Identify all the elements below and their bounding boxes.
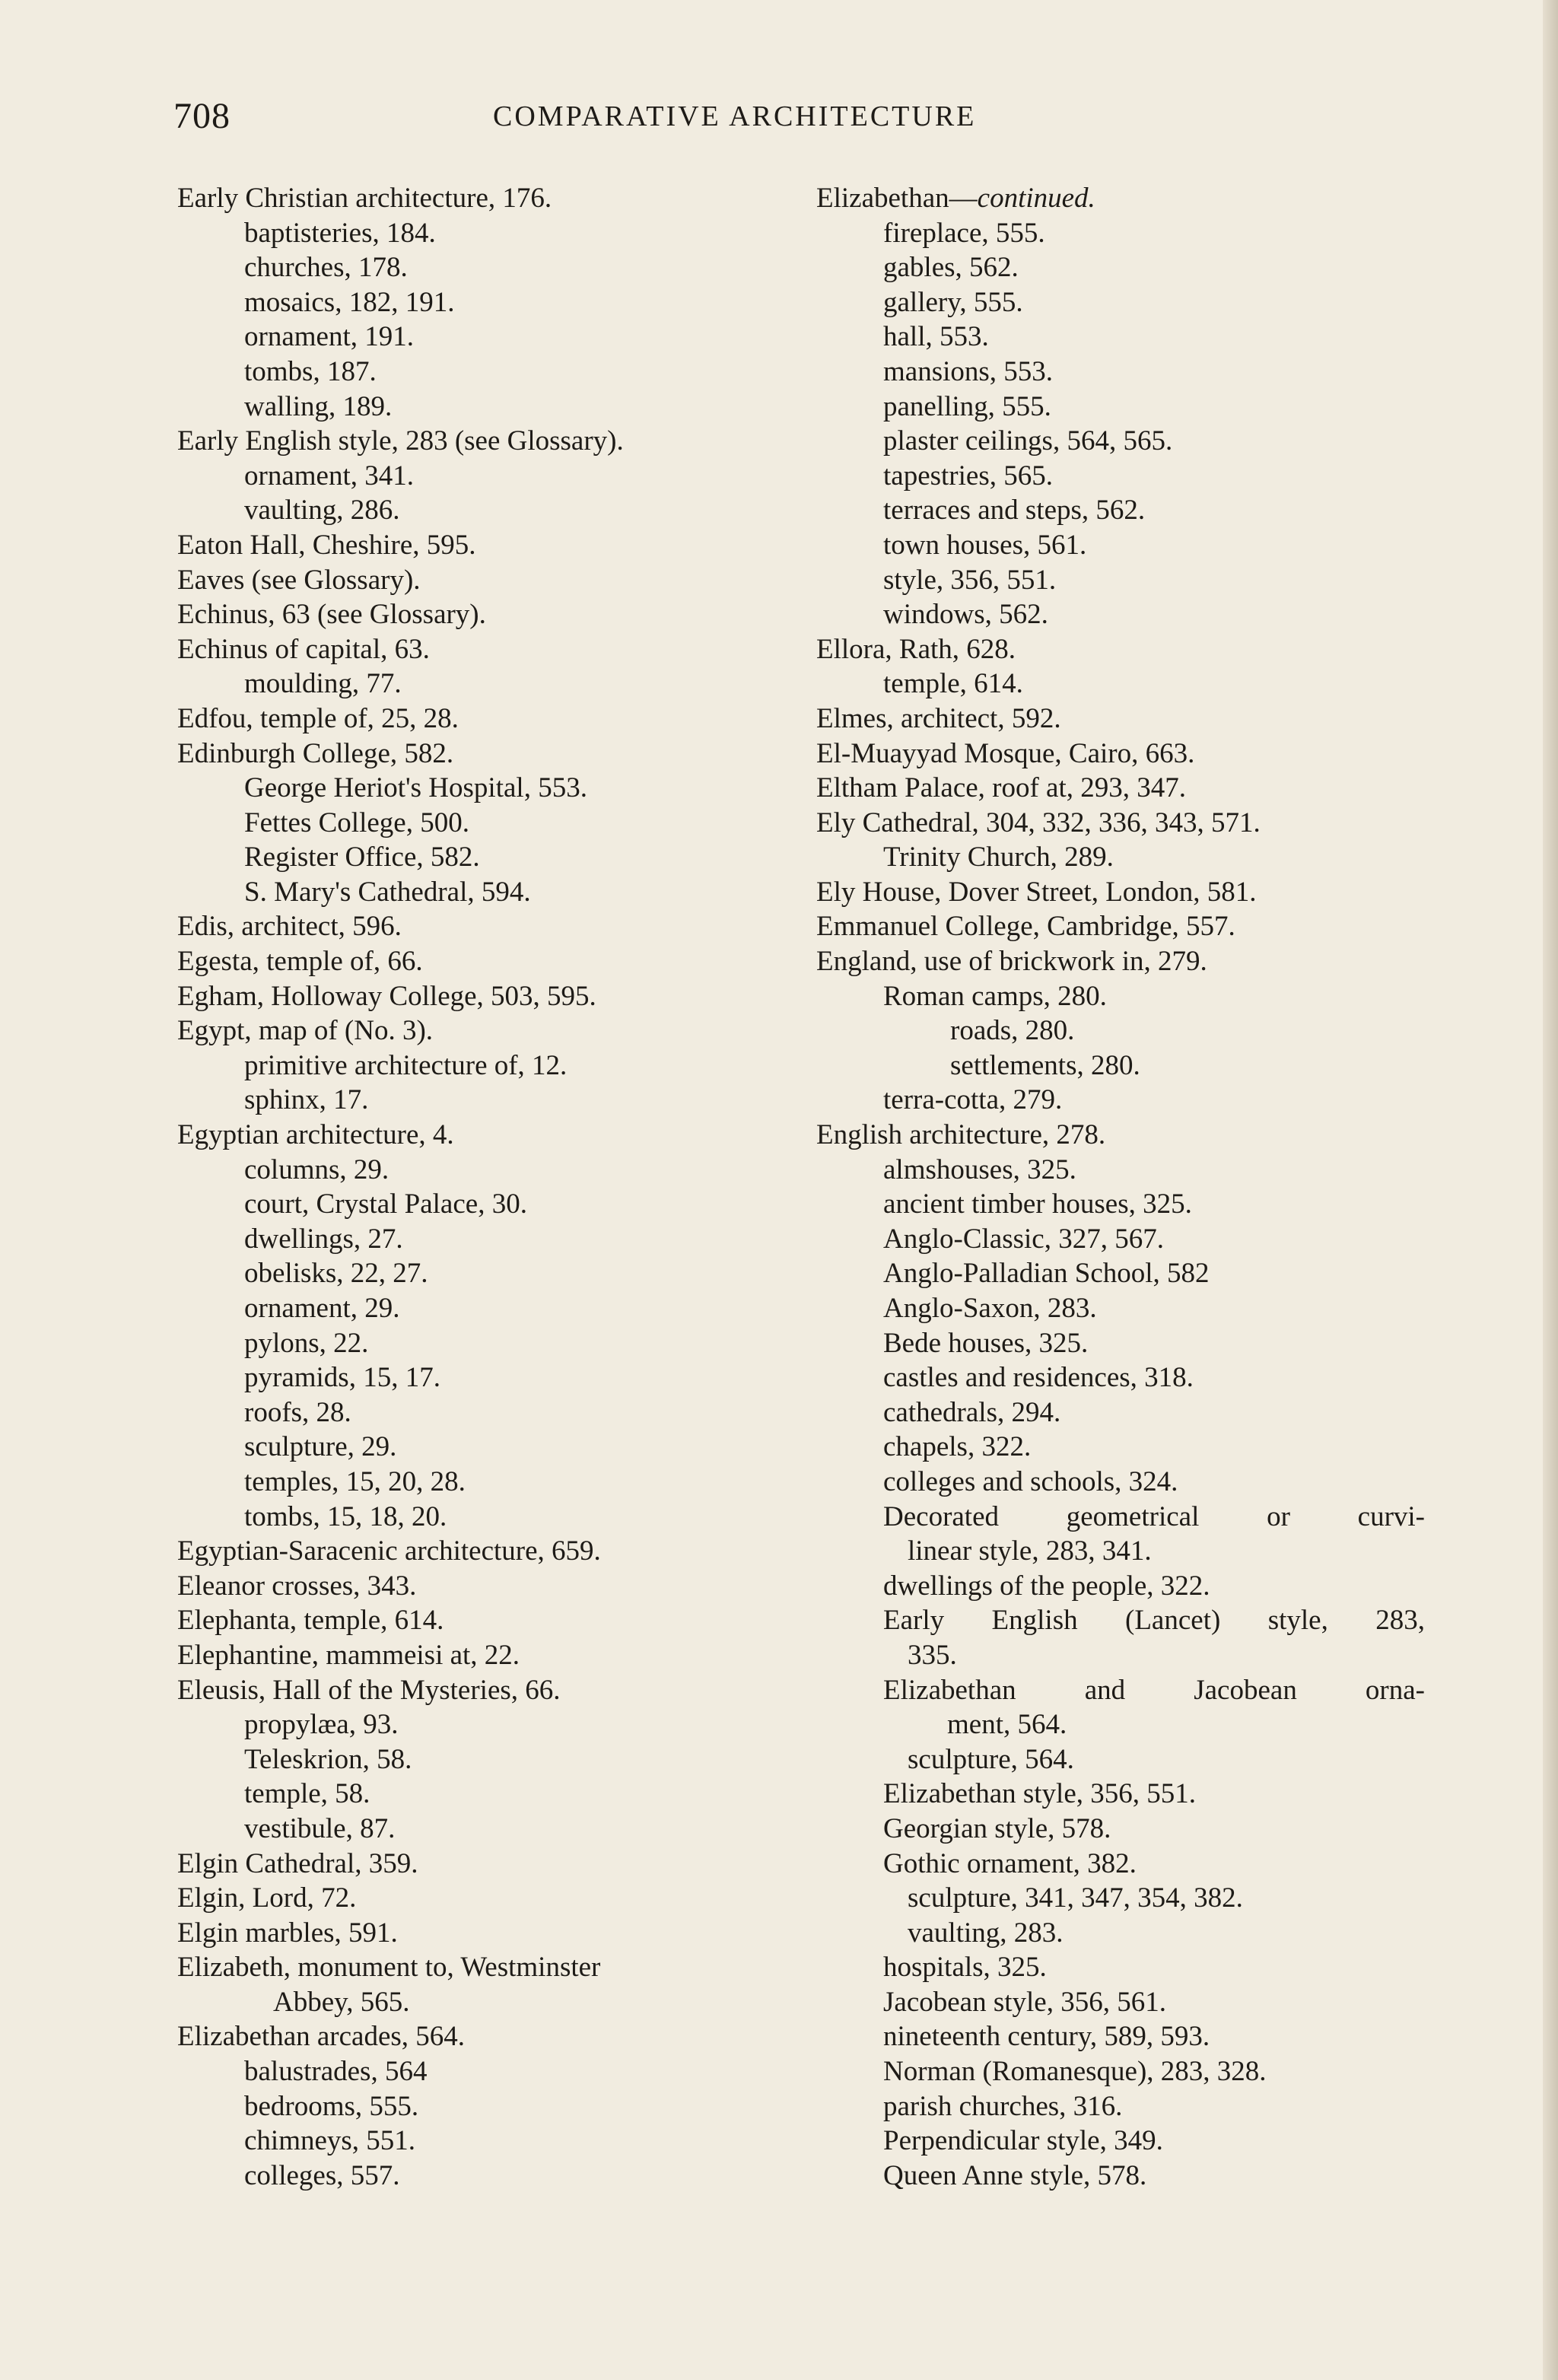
index-entry (177, 1847, 809, 1882)
index-entry-text: Norman (Romanesque), 283, 328. (883, 2056, 1267, 2088)
index-entry-text: Trinity Church, 289. (883, 842, 1114, 873)
index-entry-text: gallery, 555. (883, 286, 1023, 318)
index-entry (816, 702, 1425, 737)
index-entry-text: sculpture, 29. (244, 1431, 397, 1463)
index-entry-text: almshouses, 325. (883, 1153, 1076, 1185)
index-entry-text: Anglo-Palladian School, 582 (883, 1258, 1210, 1290)
index-entry (816, 597, 1425, 632)
index-entry (177, 250, 809, 285)
index-entry-text: George Heriot's Hospital, 553. (244, 772, 587, 804)
index-entry (816, 1638, 1425, 1673)
index-entry (816, 1673, 1425, 1708)
index-entry-text: pyramids, 15, 17. (244, 1362, 440, 1394)
index-entry-text: walling, 189. (244, 390, 393, 422)
index-entry (177, 1013, 809, 1048)
index-entry-text: Elizabethan arcades, 564. (177, 2021, 466, 2053)
index-entry-text: gables, 562. (883, 252, 1019, 284)
index-entry-text: Bede houses, 325. (883, 1327, 1089, 1359)
index-entry (816, 2159, 1425, 2194)
index-entry (816, 216, 1425, 251)
index-entry-text: Early English (Lancet) style, 283, (883, 1605, 1425, 1637)
index-entry (816, 737, 1425, 772)
index-column-right (816, 181, 1425, 2193)
index-entry (816, 1603, 1425, 1638)
index-entry (177, 1985, 809, 2020)
index-entry-text: propylæa, 93. (244, 1709, 399, 1741)
index-entry-text: colleges and schools, 324. (883, 1465, 1178, 1497)
index-entry (816, 1777, 1425, 1812)
page-header (173, 95, 1482, 148)
index-entry (177, 1950, 809, 1985)
index-entry (816, 459, 1425, 494)
index-entry-text: Elephantine, mammeisi at, 22. (177, 1639, 520, 1671)
index-entry-text: Echinus, 63 (see Glossary). (177, 599, 486, 631)
index-entry (177, 1916, 809, 1951)
index-entry-text: windows, 562. (883, 599, 1048, 631)
index-entry-text: plaster ceilings, 564, 565. (883, 425, 1173, 457)
index-entry-text: Egesta, temple of, 66. (177, 946, 423, 978)
index-entry (177, 1326, 809, 1361)
index-entry (177, 2124, 809, 2159)
index-entry-text: Elizabethan style, 356, 551. (883, 1778, 1197, 1810)
index-entry (816, 2054, 1425, 2089)
index-entry-text: court, Crystal Palace, 30. (244, 1188, 527, 1220)
index-entry-text: sculpture, 341, 347, 354, 382. (908, 1882, 1243, 1914)
index-entry-text: Egyptian-Saracenic architecture, 659. (177, 1535, 601, 1567)
index-entry (177, 840, 809, 875)
index-entry-text: Jacobean style, 356, 561. (883, 1986, 1166, 2018)
index-entry (816, 1395, 1425, 1430)
index-entry-text: England, use of brickwork in, 279. (816, 946, 1207, 978)
index-entry-text: dwellings, 27. (244, 1223, 403, 1255)
index-entry (177, 1742, 809, 1777)
index-entry-text: Ely Cathedral, 304, 332, 336, 343, 571. (816, 807, 1261, 838)
index-entry (816, 1500, 1425, 1535)
index-entry (816, 2089, 1425, 2124)
index-entry (816, 1326, 1425, 1361)
index-entry-text: obelisks, 22, 27. (244, 1258, 428, 1290)
index-entry-text: Elizabethan and Jacobean orna- (883, 1674, 1425, 1706)
index-entry (177, 1153, 809, 1188)
index-entry (816, 1881, 1425, 1916)
index-entry (816, 909, 1425, 944)
index-entry-text: Ely House, Dover Street, London, 581. (816, 876, 1257, 908)
index-entry (177, 875, 809, 910)
index-entry-text: cathedrals, 294. (883, 1396, 1061, 1428)
index-entry (177, 1465, 809, 1500)
index-entry (177, 320, 809, 355)
index-entry (177, 1430, 809, 1465)
index-entry-text: temples, 15, 20, 28. (244, 1465, 466, 1497)
index-entry (816, 1742, 1425, 1777)
index-entry-text: style, 356, 551. (883, 564, 1057, 596)
index-entry (177, 2019, 809, 2054)
index-entry-text: nineteenth century, 589, 593. (883, 2021, 1210, 2053)
index-entry-text: primitive architecture of, 12. (244, 1049, 568, 1081)
index-entry (177, 806, 809, 841)
index-entry-text: Elgin, Lord, 72. (177, 1882, 357, 1914)
index-entry (177, 1256, 809, 1291)
index-entry (177, 1638, 809, 1673)
index-entry (177, 390, 809, 425)
index-entry-text: dwellings of the people, 322. (883, 1570, 1210, 1602)
index-entry-text: Egyptian architecture, 4. (177, 1119, 454, 1151)
index-entry (177, 597, 809, 632)
index-entry-text: Eaton Hall, Cheshire, 595. (177, 529, 476, 561)
index-entry-text: Georgian style, 578. (883, 1812, 1111, 1844)
index-entry (177, 2159, 809, 2194)
running-title: COMPARATIVE ARCHITECTURE (493, 100, 977, 132)
index-entry-text: Egham, Holloway College, 503, 595. (177, 980, 596, 1012)
index-entry (177, 1118, 809, 1153)
index-entry-text: Elgin Cathedral, 359. (177, 1847, 418, 1879)
index-entry-text: Roman camps, 280. (883, 980, 1107, 1012)
index-entry (177, 1360, 809, 1395)
index-entry (816, 1291, 1425, 1326)
index-entry (816, 944, 1425, 979)
index-entry-text: vaulting, 286. (244, 495, 400, 527)
index-entry (816, 285, 1425, 320)
index-entry-text: Anglo-Classic, 327, 567. (883, 1223, 1164, 1255)
index-entry (177, 459, 809, 494)
index-entry (816, 1118, 1425, 1153)
index-entry-text: temple, 614. (883, 668, 1023, 700)
index-entry-text: balustrades, 564 (244, 2056, 428, 2088)
index-entry (177, 1534, 809, 1569)
index-entry-text: panelling, 555. (883, 390, 1051, 422)
index-entry (177, 737, 809, 772)
index-entry-text: hospitals, 325. (883, 1952, 1047, 1984)
index-entry-text: ancient timber houses, 325. (883, 1188, 1192, 1220)
index-entry (177, 1500, 809, 1535)
index-entry (177, 1881, 809, 1916)
index-entry (816, 875, 1425, 910)
index-entry-text: Eleusis, Hall of the Mysteries, 66. (177, 1674, 561, 1706)
index-entry (816, 390, 1425, 425)
index-entry (816, 424, 1425, 459)
index-entry (816, 1950, 1425, 1985)
index-entry-text: S. Mary's Cathedral, 594. (244, 876, 531, 908)
index-entry-text: English architecture, 278. (816, 1119, 1106, 1151)
index-entry (177, 1673, 809, 1708)
index-entry-text: roads, 280. (950, 1015, 1075, 1047)
index-entry-text: vaulting, 283. (908, 1917, 1064, 1949)
index-entry (816, 563, 1425, 598)
index-entry (816, 840, 1425, 875)
index-entry-text: mosaics, 182, 191. (244, 286, 455, 318)
index-entry (816, 771, 1425, 806)
index-entry-text: Ellora, Rath, 628. (816, 633, 1016, 665)
index-entry (816, 1360, 1425, 1395)
index-entry (816, 320, 1425, 355)
index-entry (816, 493, 1425, 528)
index-entry (816, 355, 1425, 390)
index-entry (177, 424, 809, 459)
index-entry (816, 1812, 1425, 1847)
page-number: 708 (173, 96, 231, 136)
index-entry (177, 979, 809, 1014)
index-entry (177, 944, 809, 979)
index-entry (816, 1985, 1425, 2020)
index-entry-text: Elizabethan— (816, 183, 978, 214)
index-entry-text: Echinus of capital, 63. (177, 633, 430, 665)
index-column-left (177, 181, 809, 2193)
index-entry (177, 771, 809, 806)
index-entry-text: mansions, 553. (883, 355, 1054, 387)
index-entry-text: colleges, 557. (244, 2159, 400, 2191)
index-entry (177, 2054, 809, 2089)
index-entry (177, 493, 809, 528)
page-edge-shadow (1543, 0, 1558, 2380)
index-entry (177, 1812, 809, 1847)
index-entry-text: Decorated geometrical or curvi- (883, 1500, 1425, 1532)
index-entry-text: Elgin marbles, 591. (177, 1917, 398, 1949)
index-entry (816, 1013, 1425, 1048)
index-entry-text: Queen Anne style, 578. (883, 2159, 1147, 2191)
index-entry-text: temple, 58. (244, 1778, 370, 1810)
index-entry-text: fireplace, 555. (883, 217, 1045, 249)
index-entry-text: sculpture, 564. (908, 1743, 1074, 1775)
index-entry (816, 667, 1425, 702)
index-entry-text: castles and residences, 318. (883, 1362, 1194, 1394)
index-entry (177, 667, 809, 702)
index-entry-text: Fettes College, 500. (244, 807, 469, 838)
index-entry-text: Elmes, architect, 592. (816, 702, 1061, 734)
index-entry-text: El-Muayyad Mosque, Cairo, 663. (816, 737, 1195, 769)
index-entry (816, 979, 1425, 1014)
index-entry-text: chapels, 322. (883, 1431, 1032, 1463)
index-entry-text: terra-cotta, 279. (883, 1084, 1063, 1116)
index-entry-text: Emmanuel College, Cambridge, 557. (816, 911, 1235, 943)
index-entry (816, 2019, 1425, 2054)
index-entry-text: parish churches, 316. (883, 2090, 1123, 2122)
index-entry (177, 702, 809, 737)
index-entry-text: Register Office, 582. (244, 842, 480, 873)
index-entry-text: settlements, 280. (950, 1049, 1140, 1081)
index-entry-text: ment, 564. (947, 1709, 1067, 1741)
index-entry-text: churches, 178. (244, 252, 408, 284)
index-entry (816, 1707, 1425, 1742)
index-entry-text: columns, 29. (244, 1153, 390, 1185)
index-entry-text: tapestries, 565. (883, 460, 1053, 492)
index-entry (177, 528, 809, 563)
index-entry (816, 1187, 1425, 1222)
index-entry (177, 1291, 809, 1326)
index-entry-text: Edfou, temple of, 25, 28. (177, 702, 459, 734)
index-entry (177, 1603, 809, 1638)
index-entry-text: Eltham Palace, roof at, 293, 347. (816, 772, 1187, 804)
index-entry-text: terraces and steps, 562. (883, 495, 1146, 527)
index-entry (177, 909, 809, 944)
index-entry-text: Teleskrion, 58. (244, 1743, 412, 1775)
index-entry (816, 1569, 1425, 1604)
index-entry-text: Anglo-Saxon, 283. (883, 1293, 1097, 1324)
index-entry (816, 1534, 1425, 1569)
index-entry (816, 632, 1425, 667)
index-entry-text: baptisteries, 184. (244, 217, 436, 249)
index-entry (816, 1430, 1425, 1465)
index-entry-text: moulding, 77. (244, 668, 402, 700)
index-entry (816, 1222, 1425, 1257)
index-entry (177, 1083, 809, 1118)
index-entry (177, 1707, 809, 1742)
index-entry-text: hall, 553. (883, 321, 989, 353)
index-entry-text: chimneys, 551. (244, 2125, 416, 2157)
index-entry (816, 806, 1425, 841)
index-entry (177, 1222, 809, 1257)
index-entry-continued: continued. (977, 183, 1095, 214)
index-entry-text: tombs, 187. (244, 355, 377, 387)
index-entry-text: ornament, 191. (244, 321, 414, 353)
index-entry-text: 335. (908, 1639, 957, 1671)
index-entry-text: sphinx, 17. (244, 1084, 369, 1116)
index-entry-text: tombs, 15, 18, 20. (244, 1500, 447, 1532)
index-entry (816, 1048, 1425, 1083)
index-entry (816, 1916, 1425, 1951)
index-entry-text: Abbey, 565. (273, 1986, 410, 2018)
index-entry (816, 1256, 1425, 1291)
index-entry (177, 2089, 809, 2124)
index-entry-text: ornament, 341. (244, 460, 414, 492)
index-entry-text: vestibule, 87. (244, 1812, 396, 1844)
index-entry-text: bedrooms, 555. (244, 2090, 419, 2122)
index-entry-text: Gothic ornament, 382. (883, 1847, 1137, 1879)
index-entry-text: Early English style, 283 (see Glossary). (177, 425, 624, 457)
index-entry (816, 2124, 1425, 2159)
index-entry-text: Early Christian architecture, 176. (177, 183, 552, 214)
index-entry (177, 355, 809, 390)
index-entry (816, 1153, 1425, 1188)
index-entry-text: Perpendicular style, 349. (883, 2125, 1163, 2157)
index-entry-text: Eaves (see Glossary). (177, 564, 421, 596)
index-entry (177, 216, 809, 251)
index-entry (177, 1777, 809, 1812)
index-entry (816, 1847, 1425, 1882)
index-entry (177, 563, 809, 598)
index-entry (816, 181, 1425, 216)
index-entry (177, 1048, 809, 1083)
index-entry-text: Edis, architect, 596. (177, 911, 402, 943)
index-entry (177, 285, 809, 320)
index-entry (816, 1465, 1425, 1500)
index-entry (177, 632, 809, 667)
index-entry-text: Edinburgh College, 582. (177, 737, 454, 769)
index-entry-text: ornament, 29. (244, 1293, 400, 1324)
index-entry-text: town houses, 561. (883, 529, 1087, 561)
index-entry (177, 181, 809, 216)
index-entry-text: Elizabeth, monument to, Westminster (177, 1952, 601, 1984)
index-entry (816, 1083, 1425, 1118)
index-entry-text: Egypt, map of (No. 3). (177, 1015, 434, 1047)
index-entry (816, 250, 1425, 285)
index-entry (816, 528, 1425, 563)
index-entry-text: pylons, 22. (244, 1327, 369, 1359)
index-entry-text: Elephanta, temple, 614. (177, 1605, 444, 1637)
index-entry-text: roofs, 28. (244, 1396, 351, 1428)
index-entry (177, 1395, 809, 1430)
index-entry-text: Eleanor crosses, 343. (177, 1570, 417, 1602)
index-entry-text: linear style, 283, 341. (908, 1535, 1152, 1567)
index-entry (177, 1187, 809, 1222)
index-entry (177, 1569, 809, 1604)
